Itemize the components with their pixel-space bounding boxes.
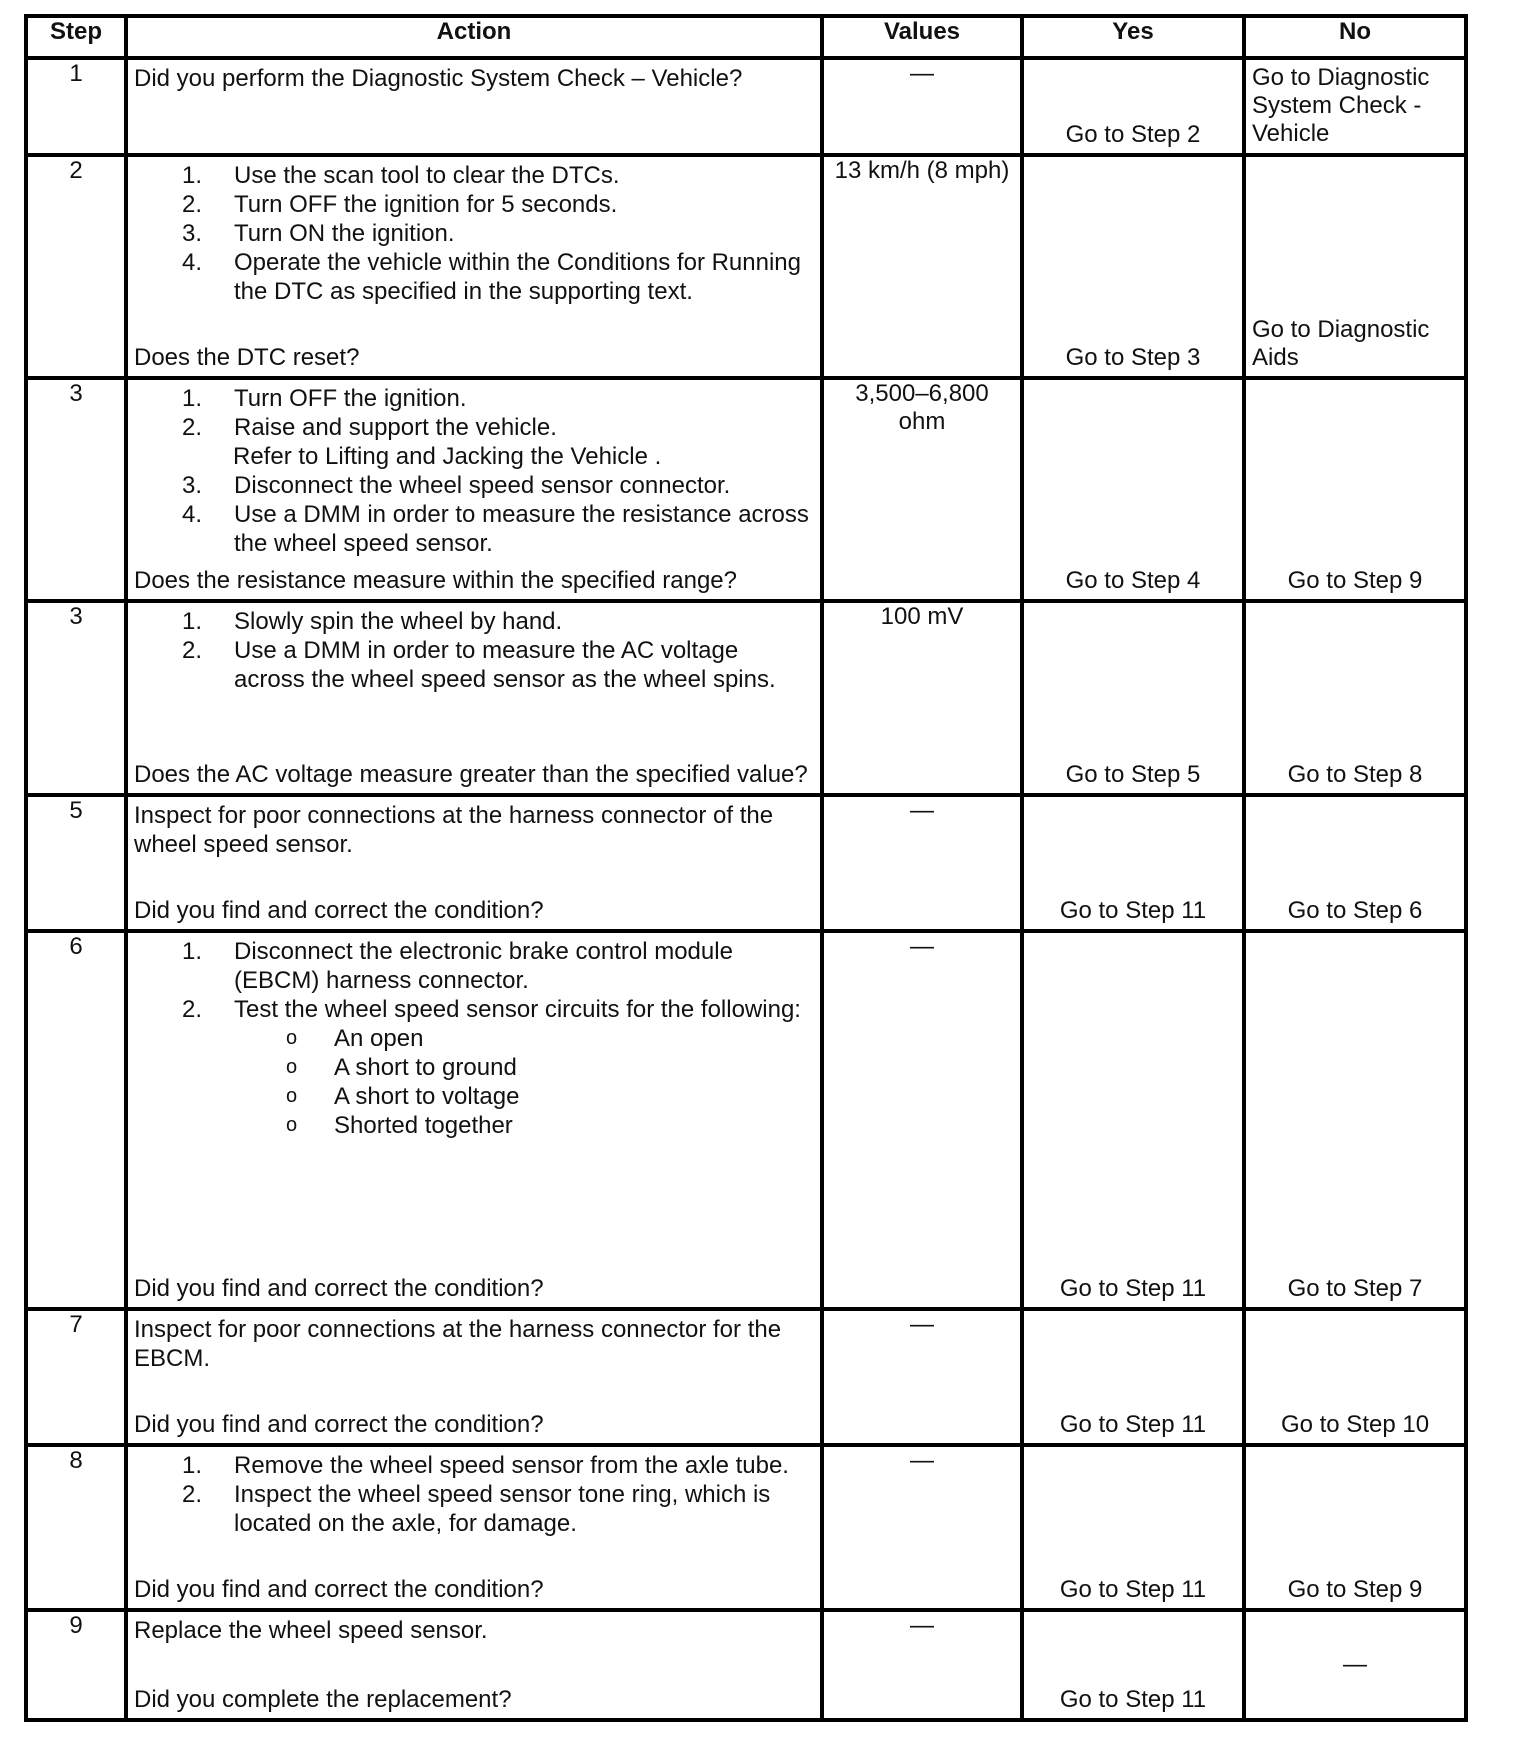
- action-text: Inspect for poor connections at the harness connector for the EBCM.: [134, 1316, 782, 1372]
- table-row: [26, 378, 1466, 601]
- yes-cell: [1022, 155, 1244, 378]
- yes-cell: [1022, 931, 1244, 1309]
- no-cell: [1244, 155, 1466, 378]
- action-cell: [126, 155, 822, 378]
- list-item: 1. Disconnect the electronic brake control module (EBCM) harness connector.: [182, 938, 733, 994]
- yes-cell: [1022, 1309, 1244, 1445]
- list-item: 1. Remove the wheel speed sensor from the axle tube.: [182, 1452, 789, 1479]
- yes-link[interactable]: Go to Step 11: [1059, 1275, 1207, 1302]
- table-row: [26, 601, 1466, 795]
- value-cell: —: [822, 931, 1022, 1309]
- value-cell: —: [822, 1445, 1022, 1610]
- no-cell: [1244, 931, 1466, 1309]
- yes-link[interactable]: Go to Step 5: [1065, 761, 1201, 788]
- header-action: Action: [126, 16, 822, 58]
- action-text: Replace the wheel speed sensor.: [134, 1617, 488, 1644]
- action-steps-list: [134, 937, 812, 1140]
- step-number: 8: [26, 1445, 126, 1610]
- yes-cell: [1022, 1445, 1244, 1610]
- no-link[interactable]: Go to Step 7: [1287, 1275, 1423, 1302]
- value-cell: 13 km/h (8 mph): [822, 155, 1022, 378]
- action-cell: [126, 1610, 822, 1720]
- header-values: Values: [822, 16, 1022, 58]
- yes-cell: [1022, 601, 1244, 795]
- action-question: Did you find and correct the condition?: [134, 1275, 544, 1302]
- action-cell: [126, 1309, 822, 1445]
- yes-link[interactable]: Go to Step 11: [1059, 1686, 1207, 1713]
- action-question: Does the DTC reset?: [134, 344, 360, 371]
- action-cell: [126, 931, 822, 1309]
- action-text: Did you perform the Diagnostic System Check – Vehicle?: [134, 65, 743, 92]
- yes-cell: [1022, 795, 1244, 931]
- list-item: 2. Raise and support the vehicle.: [182, 414, 557, 441]
- no-cell: [1244, 378, 1466, 601]
- value-cell: —: [822, 58, 1022, 155]
- step-number: 2: [26, 155, 126, 378]
- action-question: Did you find and correct the condition?: [134, 1576, 544, 1603]
- list-item: 1. Slowly spin the wheel by hand.: [182, 608, 563, 635]
- no-cell: [1244, 1309, 1466, 1445]
- no-value: —: [1343, 1651, 1367, 1678]
- diagnostic-table-wrapper: [24, 14, 1468, 1722]
- list-item: 3. Disconnect the wheel speed sensor connector.: [182, 472, 731, 499]
- value-cell: —: [822, 1309, 1022, 1445]
- yes-link[interactable]: Go to Step 11: [1059, 1576, 1207, 1603]
- no-cell: [1244, 58, 1466, 155]
- table-row: [26, 795, 1466, 931]
- action-steps-list: [134, 161, 812, 306]
- sub-list-item: o A short to voltage: [286, 1083, 520, 1110]
- value-cell: [822, 378, 1022, 601]
- action-question: Did you find and correct the condition?: [134, 1411, 544, 1438]
- no-link[interactable]: Go to Step 10: [1280, 1411, 1430, 1438]
- step-number: 3: [26, 378, 126, 601]
- no-link[interactable]: Go to Step 9: [1287, 567, 1423, 594]
- step-number: 5: [26, 795, 126, 931]
- action-cell: [126, 58, 822, 155]
- header-no: No: [1244, 16, 1466, 58]
- yes-cell: [1022, 58, 1244, 155]
- action-question: Did you find and correct the condition?: [134, 897, 544, 924]
- value-cell: —: [822, 795, 1022, 931]
- step-number: 3: [26, 601, 126, 795]
- value-line: ohm: [898, 408, 946, 435]
- action-steps-list: [134, 384, 812, 558]
- no-cell: [1244, 1445, 1466, 1610]
- value-cell: 100 mV: [822, 601, 1022, 795]
- yes-link[interactable]: Go to Step 11: [1059, 897, 1207, 924]
- list-item-note: Refer to Lifting and Jacking the Vehicle .: [233, 443, 662, 470]
- action-cell: [126, 378, 822, 601]
- table-row: [26, 931, 1466, 1309]
- no-link[interactable]: Go to Diagnostic Aids: [1252, 316, 1430, 371]
- no-link[interactable]: Go to Step 6: [1287, 897, 1423, 924]
- no-cell: [1244, 795, 1466, 931]
- yes-link[interactable]: Go to Step 3: [1065, 344, 1201, 371]
- list-item: 2. Use a DMM in order to measure the AC voltage across the wheel speed sensor as the wheel spins.: [182, 637, 776, 693]
- step-number: 6: [26, 931, 126, 1309]
- action-cell: [126, 1445, 822, 1610]
- list-item: 4. Use a DMM in order to measure the resistance across the wheel speed sensor.: [182, 501, 809, 557]
- table-row: [26, 1309, 1466, 1445]
- step-number: 1: [26, 58, 126, 155]
- yes-link[interactable]: Go to Step 4: [1065, 567, 1201, 594]
- sub-list-item: o A short to ground: [286, 1054, 517, 1081]
- list-item: 2. Inspect the wheel speed sensor tone ring, which is located on the axle, for damage.: [182, 1481, 771, 1537]
- list-item: 2. Turn OFF the ignition for 5 seconds.: [182, 191, 618, 218]
- diagnostic-table: [24, 14, 1468, 1722]
- list-item: 3. Turn ON the ignition.: [182, 220, 455, 247]
- action-steps-list: [134, 1451, 812, 1538]
- table-row: [26, 58, 1466, 155]
- yes-cell: [1022, 1610, 1244, 1720]
- header-row: [26, 16, 1466, 58]
- no-link[interactable]: Go to Step 8: [1287, 761, 1423, 788]
- no-link[interactable]: Go to Step 9: [1287, 1576, 1423, 1603]
- yes-link[interactable]: Go to Step 11: [1059, 1411, 1207, 1438]
- list-item: 1. Use the scan tool to clear the DTCs.: [182, 162, 620, 189]
- no-cell: [1244, 601, 1466, 795]
- value-cell: —: [822, 1610, 1022, 1720]
- action-steps-list: [134, 607, 812, 694]
- table-row: [26, 1610, 1466, 1720]
- step-number: 9: [26, 1610, 126, 1720]
- header-yes: Yes: [1022, 16, 1244, 58]
- no-cell: [1244, 1610, 1466, 1720]
- no-link[interactable]: Go to Diagnostic System Check - Vehicle: [1252, 64, 1430, 147]
- action-cell: [126, 601, 822, 795]
- action-question: Did you complete the replacement?: [134, 1686, 512, 1713]
- yes-cell: [1022, 378, 1244, 601]
- table-row: [26, 155, 1466, 378]
- yes-link[interactable]: Go to Step 2: [1065, 121, 1201, 148]
- action-text: Inspect for poor connections at the harness connector of the wheel speed sensor.: [134, 802, 774, 858]
- action-question: Does the AC voltage measure greater than the specified value?: [134, 761, 808, 788]
- header-step: Step: [26, 16, 126, 58]
- table-row: [26, 1445, 1466, 1610]
- list-item: 2. Test the wheel speed sensor circuits for the following:: [182, 996, 801, 1023]
- action-cell: [126, 795, 822, 931]
- sub-list-item: o An open: [286, 1025, 424, 1052]
- action-question: Does the resistance measure within the specified range?: [134, 567, 737, 594]
- list-item: 1. Turn OFF the ignition.: [182, 385, 467, 412]
- value-line: 3,500–6,800: [855, 380, 989, 407]
- step-number: 7: [26, 1309, 126, 1445]
- sub-list-item: o Shorted together: [286, 1112, 513, 1139]
- list-item: 4. Operate the vehicle within the Conditions for Running the DTC as specified in the supporting text.: [182, 249, 801, 305]
